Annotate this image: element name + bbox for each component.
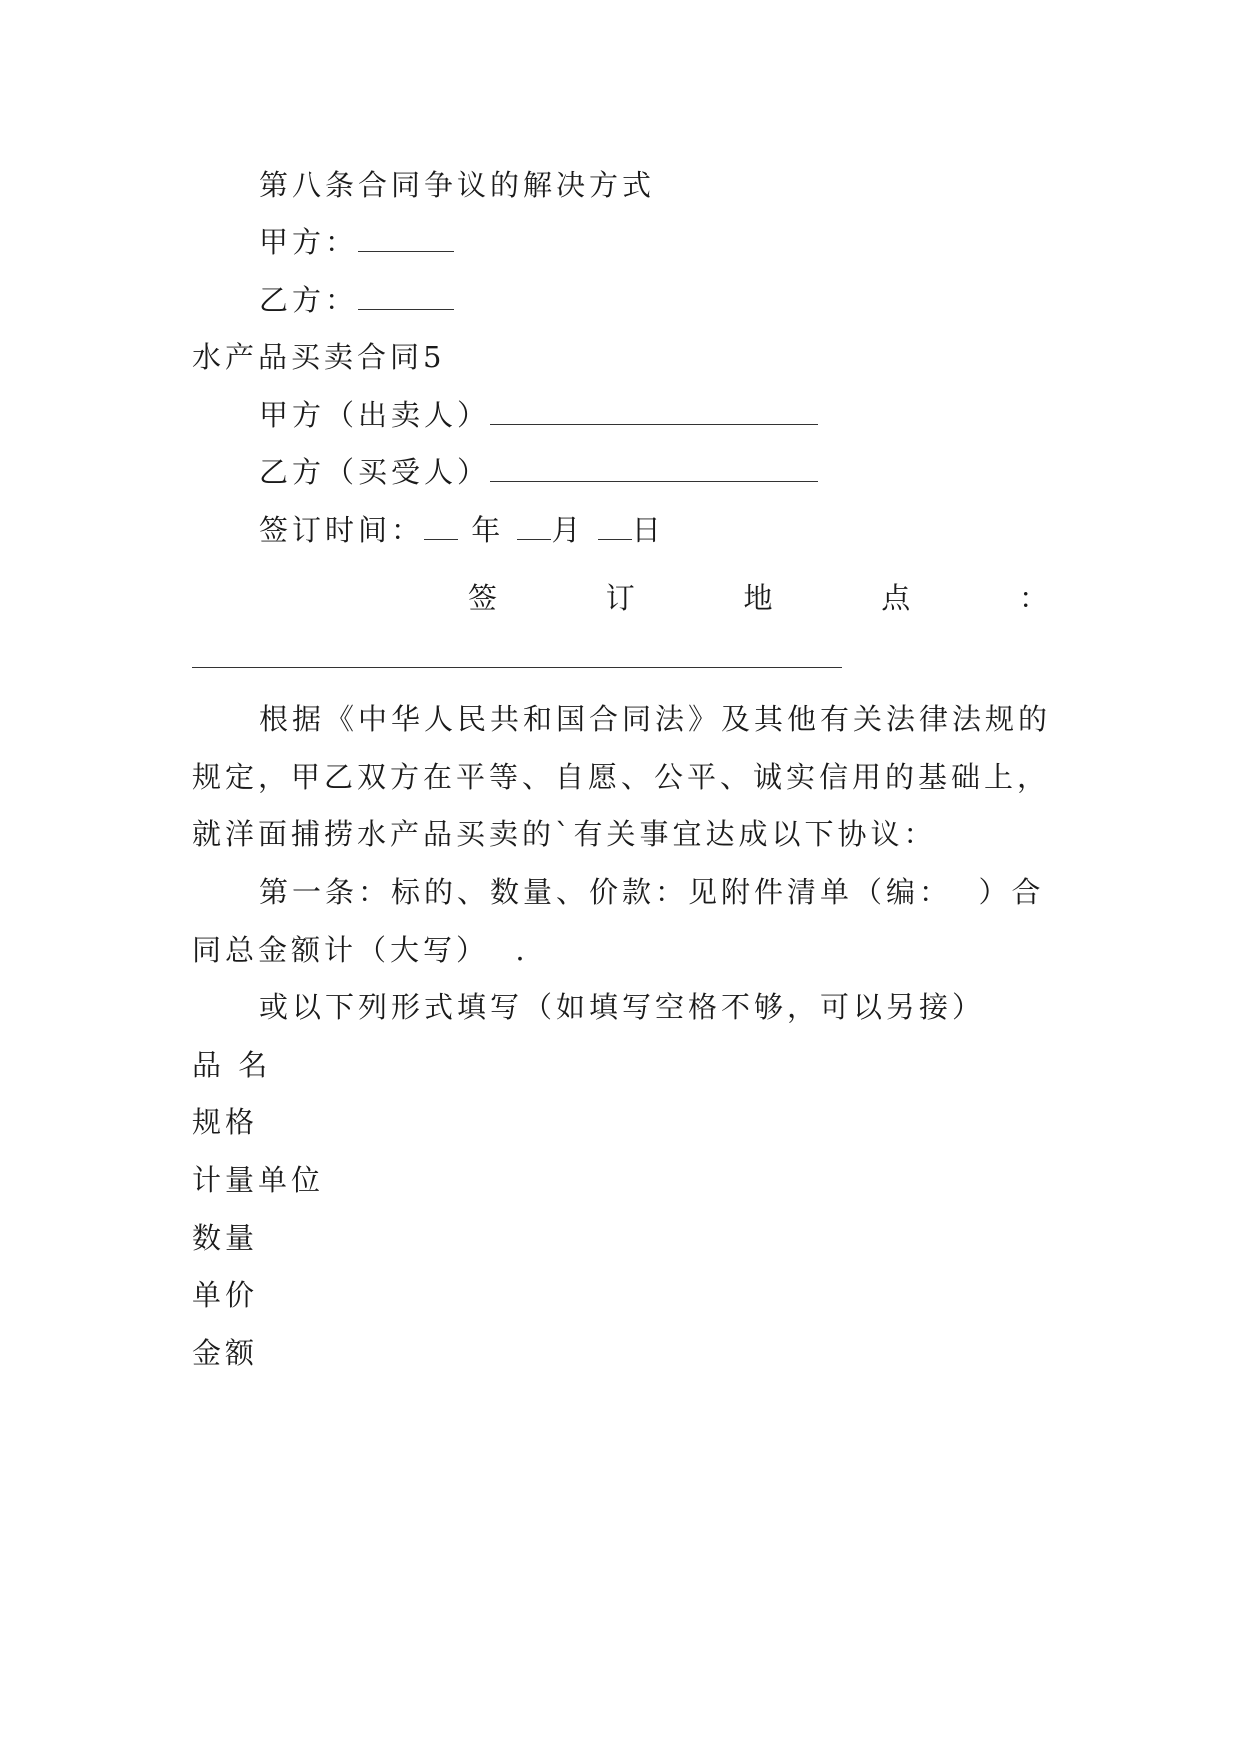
party-a-blank bbox=[358, 225, 454, 252]
buyer-blank bbox=[490, 455, 818, 482]
field-product-name: 品 名 bbox=[192, 1048, 272, 1082]
party-a-label: 甲方： bbox=[259, 225, 359, 259]
year-blank bbox=[424, 513, 458, 540]
field-unit: 计量单位 bbox=[192, 1163, 325, 1197]
article1-line-1: 第一条：标的、数量、价款：见附件清单（编： ）合 bbox=[259, 875, 1045, 909]
sign-place-char: 地 bbox=[743, 581, 773, 615]
sign-place-blank bbox=[192, 667, 842, 668]
month-label: 月 bbox=[551, 513, 585, 547]
field-unit-price: 单价 bbox=[192, 1278, 259, 1312]
field-quantity: 数量 bbox=[192, 1221, 259, 1255]
sign-place-char: 点 bbox=[881, 581, 911, 615]
buyer-line bbox=[259, 454, 818, 490]
sign-time-label: 签订时间： bbox=[259, 513, 425, 547]
day-label: 日 bbox=[631, 513, 665, 547]
party-b-signature-line bbox=[259, 282, 454, 318]
intro-line-1: 根据《中华人民共和国合同法》及其他有关法律法规的 bbox=[259, 702, 1052, 736]
field-spec: 规格 bbox=[192, 1105, 259, 1139]
sign-time-line bbox=[259, 512, 665, 548]
fill-note: 或以下列形式填写（如填写空格不够，可以另接） bbox=[259, 990, 986, 1024]
article1-line-2: 同总金额计（大写） . bbox=[192, 933, 529, 967]
party-b-label: 乙方： bbox=[259, 283, 359, 317]
buyer-label: 乙方（买受人） bbox=[259, 455, 491, 489]
seller-label: 甲方（出卖人） bbox=[259, 398, 491, 432]
field-amount: 金额 bbox=[192, 1336, 259, 1370]
sign-place-char: 订 bbox=[605, 581, 635, 615]
contract-title: 水产品买卖合同5 bbox=[192, 340, 446, 374]
intro-line-3: 就洋面捕捞水产品买卖的`有关事宜达成以下协议： bbox=[192, 817, 937, 851]
party-b-blank bbox=[358, 283, 454, 310]
party-a-signature-line bbox=[259, 224, 454, 260]
year-label: 年 bbox=[471, 513, 505, 547]
sign-place-char: ： bbox=[1018, 581, 1048, 615]
seller-line bbox=[259, 397, 818, 433]
sign-place-char: 签 bbox=[468, 581, 498, 615]
day-blank bbox=[598, 513, 632, 540]
article8-title: 第八条合同争议的解决方式 bbox=[259, 168, 656, 202]
seller-blank bbox=[490, 398, 818, 425]
intro-line-2: 规定，甲乙双方在平等、自愿、公平、诚实信用的基础上， bbox=[192, 760, 1051, 794]
sign-place-line bbox=[468, 580, 1048, 616]
month-blank bbox=[517, 513, 551, 540]
